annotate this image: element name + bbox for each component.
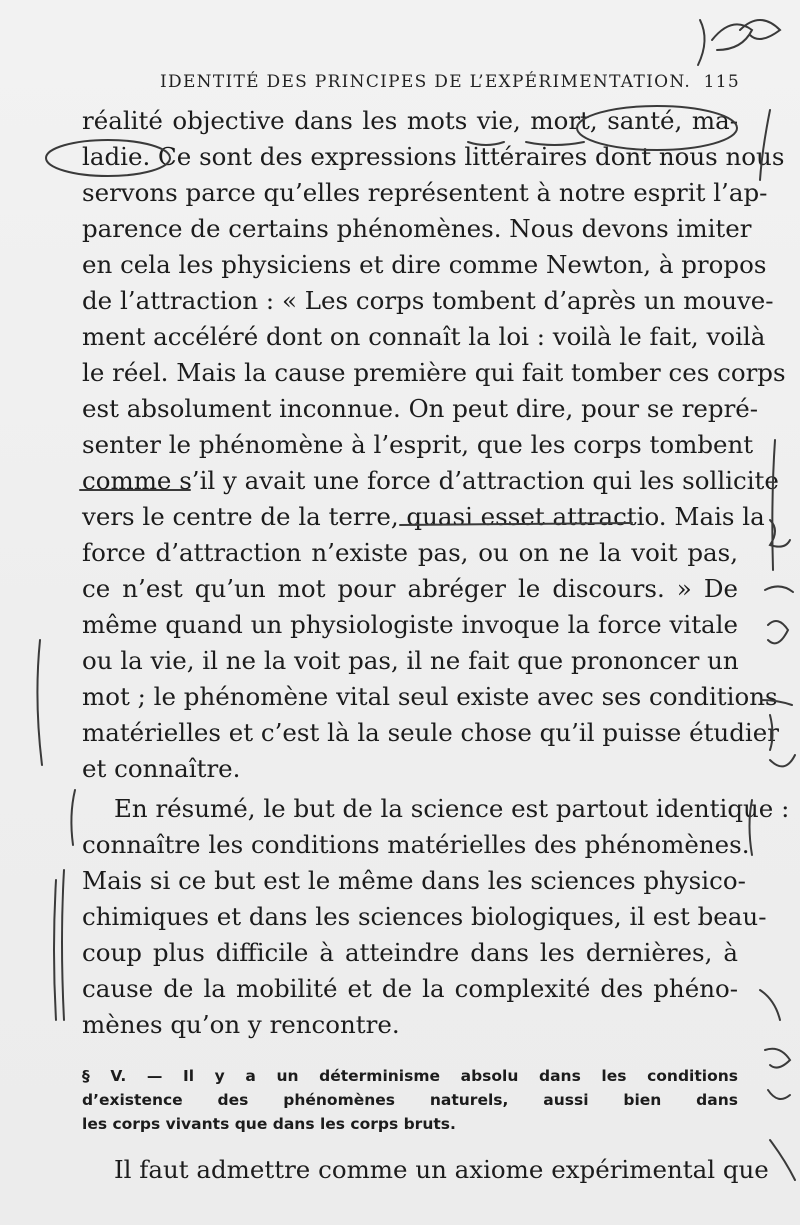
pencil-scribble (770, 1140, 795, 1180)
page-number: 115 (703, 72, 740, 92)
text-line: même quand un physiologiste invoque la force vitale (82, 610, 738, 639)
pencil-scribble (760, 990, 780, 1020)
pencil-scribble (768, 621, 788, 643)
text-line: chimiques et dans les sciences biologiques, il est beau- (82, 902, 767, 931)
text-line: force d’attraction n’existe pas, ou on ne la voit pas, (82, 538, 738, 567)
pencil-margin-line (71, 790, 75, 845)
pencil-scribble (768, 1090, 790, 1099)
text-line: matérielles et c’est là la seule chose qu’il puisse étudier (82, 718, 779, 747)
running-head-title: IDENTITÉ DES PRINCIPES DE L’EXPÉRIMENTATION. (160, 72, 692, 92)
text-line: en cela les physiciens et dire comme Newton, à propos (82, 250, 767, 279)
body-text (82, 103, 790, 1043)
text-line: est absolument inconnue. On peut dire, pour se repré- (82, 394, 759, 423)
text-line: connaître les conditions matérielles des phénomènes. (82, 830, 750, 859)
pencil-scribble (765, 1049, 790, 1068)
text-line: comme s’il y avait une force d’attraction qui les sollicite (82, 466, 779, 495)
text-line: le réel. Mais la cause première qui fait tomber ces corps (82, 358, 786, 387)
text-line: de l’attraction : « Les corps tombent d’après un mouve- (82, 286, 774, 315)
text-line: senter le phénomène à l’esprit, que les corps tombent (82, 430, 754, 459)
section-heading-line: d’existence des phénomènes naturels, aussi bien dans (82, 1091, 738, 1109)
pencil-margin-line (772, 440, 775, 570)
text-line: ou la vie, il ne la voit pas, il ne fait que prononcer un (82, 646, 739, 675)
running-head (160, 72, 740, 92)
pencil-scribble (698, 20, 752, 65)
pencil-scribble (740, 20, 780, 39)
section-heading (82, 1064, 738, 1136)
text-line: et connaître. (82, 754, 241, 783)
text-line: parence de certains phénomènes. Nous devons imiter (82, 214, 752, 243)
pencil-scribble (765, 586, 793, 592)
text-line: En résumé, le but de la science est partout identique : (114, 794, 790, 823)
pencil-scribble (770, 520, 790, 547)
text-line: Mais si ce but est le même dans les sciences physico- (82, 866, 746, 895)
pencil-margin-line (62, 870, 64, 1020)
continuation-line: Il faut admettre comme un axiome expérimental que (114, 1155, 769, 1184)
text-line: réalité objective dans les mots vie, mort, santé, ma- (82, 106, 738, 135)
section-heading-line: les corps vivants que dans les corps bruts. (82, 1115, 456, 1133)
text-line: ladie. Ce sont des expressions littéraires dont nous nous (82, 142, 785, 171)
text-line: servons parce qu’elles représentent à notre esprit l’ap- (82, 178, 768, 207)
section-heading-line: § V. — Il y a un déterminisme absolu dans les conditions (82, 1067, 738, 1085)
text-line: ment accéléré dont on connaît la loi : voilà le fait, voilà (82, 322, 766, 351)
text-line: mot ; le phénomène vital seul existe avec ses conditions (82, 682, 778, 711)
pencil-margin-line (37, 640, 42, 765)
text-line: vers le centre de la terre, quasi esset attractio. Mais la (82, 502, 765, 531)
text-line: cause de la mobilité et de la complexité des phéno- (82, 974, 738, 1003)
pencil-margin-line (54, 880, 56, 1020)
text-line: ce n’est qu’un mot pour abréger le discours. » De (82, 574, 738, 603)
pencil-scribble (770, 755, 795, 766)
text-line: mènes qu’on y rencontre. (82, 1010, 400, 1039)
text-line: coup plus difficile à atteindre dans les dernières, à (82, 938, 738, 967)
